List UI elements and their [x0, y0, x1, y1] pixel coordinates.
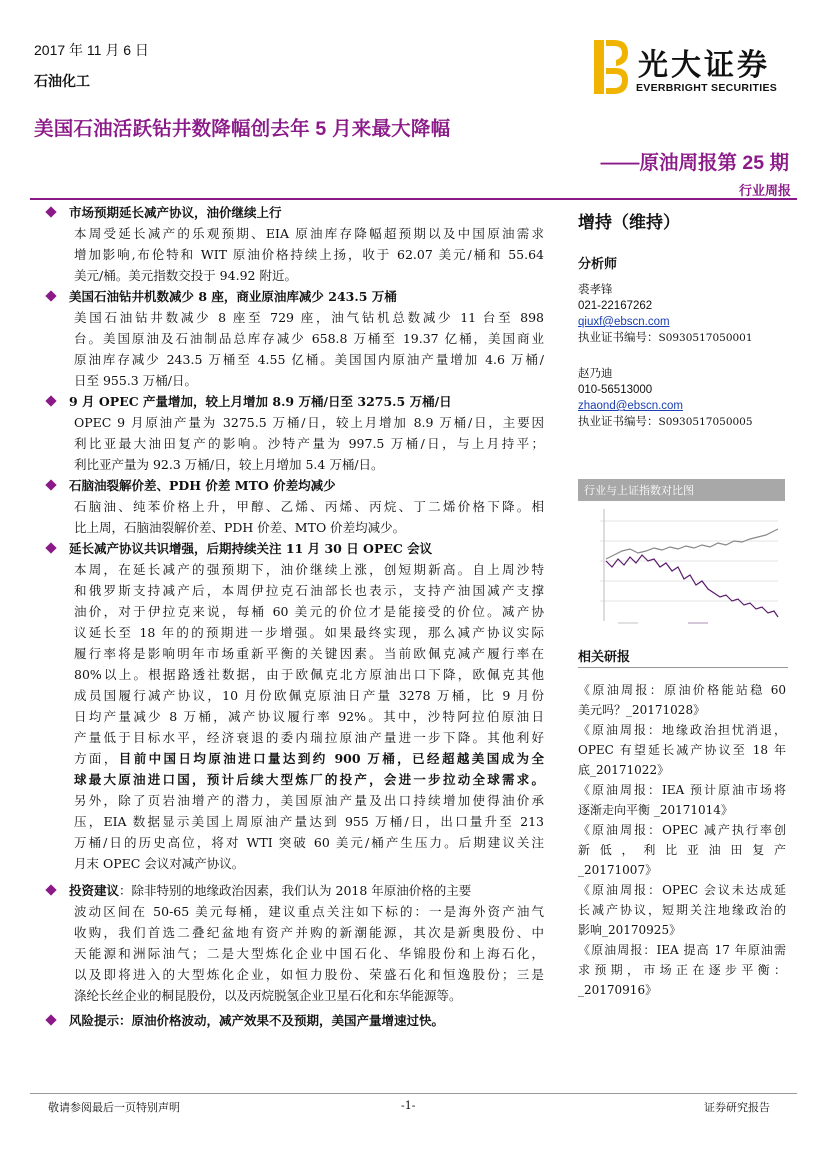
body-line: 履行率将是影响明年市场重新平衡的关键因素。当前欧佩克减产履行率在	[74, 646, 544, 661]
related-link[interactable]: 底_20171022》	[578, 763, 670, 777]
related-research-heading: 相关研报	[578, 649, 631, 664]
body-bold-text: 目前中国日均原油进口量达到约 900 万桶，已经超越美国成为全	[118, 751, 544, 766]
analyst-email-link[interactable]: qiuxf@ebscn.com	[578, 316, 670, 328]
body-line: 和俄罗斯支持减产后，本周伊拉克石油部长也表示，支持产油国减产支撑	[74, 583, 544, 598]
body-line: 原油库存减少 243.5 万桶至 4.55 亿桶。美国国内原油产量增加 4.6 万桶/	[74, 352, 544, 367]
index-comparison-chart	[578, 479, 785, 634]
body-line: 日均产量减少 8 万桶，减产协议履行率 92%。其中，沙特阿拉伯原油日	[74, 709, 544, 724]
index-line-purple	[606, 555, 778, 617]
body-line: 产量低于目标水平，经济衰退的委内瑞拉原油产量进一步下降。其他利好	[74, 730, 544, 745]
body-bold-line: 球最大原油进口国，预计后续大型炼厂的投产，会进一步拉动全球需求。	[74, 772, 544, 787]
body-line: 台。美国原油及石油制品总库存减少 658.8 万桶至 19.37 亿桶，美国商业	[74, 331, 544, 346]
rating: 增持（维持）	[578, 213, 680, 232]
cert-label: 执业证书编号：	[578, 332, 659, 344]
everbright-logo	[590, 38, 790, 100]
diamond-bullet-icon	[45, 884, 56, 895]
related-link[interactable]: OPEC 有望延长减产协议至 18 年	[578, 743, 786, 757]
section-heading: 市场预期延长减产协议，油价继续上行	[69, 205, 282, 220]
investment-label: 投资建议	[69, 883, 120, 898]
section-body	[44, 412, 544, 475]
body-line: 天能源和洲际油气；二是大型炼化企业中国石化、华锦股份和上海石化，	[74, 946, 544, 961]
analyst-card	[578, 282, 793, 346]
investment-body	[44, 901, 544, 1006]
related-link[interactable]: 美元吗？_20171028》	[578, 703, 706, 717]
report-type: 行业周报	[738, 183, 791, 198]
related-link[interactable]: 《原油周报：OPEC 会议未达成延	[578, 883, 786, 897]
body-line: 日至 955.3 万桶/日。	[74, 373, 197, 388]
report-date: 2017 年 11 月 6 日	[34, 42, 149, 58]
footer-label: 证券研究报告	[704, 1101, 770, 1114]
body-line: 利比亚最大油田复产的影响。沙特产量为 997.5 万桶/日，与上月持平；	[74, 436, 544, 451]
body-line: 成员国履行减产协议，10 月份欧佩克原油日产量 3278 万桶，比 9 月份	[74, 688, 544, 703]
related-divider	[578, 667, 788, 668]
header-divider	[30, 198, 797, 200]
section-1	[44, 202, 544, 286]
body-line: 美元/桶。美元指数交投于 94.92 附近。	[74, 268, 297, 283]
section-body	[44, 496, 544, 538]
cert-label: 执业证书编号：	[578, 416, 659, 428]
related-link[interactable]: 《原油周报：IEA 预计原油市场将	[578, 783, 786, 797]
body-line: 石脑油、纯苯价格上升，甲醇、乙烯、丙烯、丙烷、丁二烯价格下降。相	[74, 499, 544, 514]
diamond-bullet-icon	[45, 542, 56, 553]
section-heading: 石脑油裂解价差、PDH 价差 MTO 价差均减少	[69, 478, 336, 493]
section-5	[44, 538, 544, 874]
analyst-phone: 021-22167262	[578, 300, 653, 312]
related-link[interactable]: 逐渐走向平衡 _20171014》	[578, 803, 733, 817]
risk-text: 风险提示：原油价格波动，减产效果不及预期，美国产量增速过快。	[69, 1013, 445, 1028]
related-link[interactable]: 长减产协议，短期关注地缘政治的	[578, 903, 786, 917]
body-line: 比上周，石脑油裂解价差、PDH 价差、MTO 价差均减少。	[74, 520, 406, 535]
body-line: 本周受延长减产的乐观预期、EIA 原油库存降幅超预期以及中国原油需求	[74, 226, 544, 241]
section-body	[44, 223, 544, 286]
body-line: 以及即将进入的大型炼化企业，如恒力股份、荣盛石化和恒逸股份；三是	[74, 967, 544, 982]
body-line: 另外，除了页岩油增产的潜力，美国原油产量及出口持续增加使得油价承	[74, 793, 544, 808]
analyst-email-link[interactable]: zhaond@ebscn.com	[578, 400, 684, 412]
sidebar	[578, 202, 793, 430]
sector-label: 石油化工	[34, 73, 90, 89]
chart-title: 行业与上证指数对比图	[578, 479, 785, 501]
body-line: 压，EIA 数据显示美国上周原油产量达到 955 万桶/日，出口量升至 213	[74, 814, 544, 829]
related-research-list	[578, 680, 786, 1000]
section-body	[44, 307, 544, 391]
body-line: 月末 OPEC 会议对减产协议。	[74, 856, 245, 871]
related-link[interactable]: 《原油周报：地缘政治担忧消退，	[578, 723, 786, 737]
section-4	[44, 475, 544, 538]
logo-english-text: EVERBRIGHT SECURITIES	[636, 82, 778, 94]
related-link[interactable]: 《原油周报：IEA 提高 17 年原油需	[578, 943, 786, 957]
diamond-bullet-icon	[45, 290, 56, 301]
investment-first-line: ：除非特别的地缘政治因素，我们认为 2018 年原油价格的主要	[119, 883, 472, 898]
page-number: -1-	[401, 1099, 416, 1112]
chart-plot	[578, 501, 785, 629]
body-text: 方面，	[74, 751, 119, 766]
section-body	[44, 559, 544, 874]
report-title: 美国石油活跃钻井数降幅创去年 5 月来最大降幅	[34, 118, 451, 140]
section-heading: 美国石油钻井机数减少 8 座，商业原油库减少 243.5 万桶	[69, 289, 397, 304]
footer-divider	[30, 1093, 797, 1094]
related-link[interactable]: 《原油周报：原油价格能站稳 60	[578, 683, 786, 697]
related-link[interactable]: 求预期，市场正在逐步平衡：	[578, 963, 786, 977]
body-line: 本周，在延长减产的强预期下，油价继续上涨，创短期新高。自上周沙特	[74, 562, 544, 577]
body-line-mixed	[74, 748, 544, 769]
body-line: 80%以上。根据路透社数据，由于欧佩克北方原油出口下降，欧佩克其他	[74, 667, 544, 682]
report-subtitle: ——原油周报第 25 期	[600, 152, 789, 174]
body-line: 收购，我们首选二叠纪盆地有资产并购的新潮能源，其次是新奥股份、中	[74, 925, 544, 940]
cert-number: S0930517050001	[658, 332, 753, 344]
logo-mark-icon	[590, 38, 630, 96]
section-2	[44, 286, 544, 391]
body-line: 涤纶长丝企业的桐昆股份，以及丙烷脱氢企业卫星石化和东华能源等。	[74, 988, 462, 1003]
diamond-bullet-icon	[45, 1014, 56, 1025]
diamond-bullet-icon	[45, 479, 56, 490]
analyst-heading: 分析师	[578, 256, 618, 271]
body-line: 美国石油钻井数减少 8 座至 729 座，油气钻机总数减少 11 台至 898	[74, 310, 544, 325]
related-link[interactable]: 《原油周报：OPEC 减产执行率创	[578, 823, 786, 837]
related-link[interactable]: 影响_20170925》	[578, 923, 682, 937]
body-line: 万桶/日的历史高位，将对 WTI 突破 60 美元/桶产生压力。后期建议关注	[74, 835, 544, 850]
risk-warning	[44, 1010, 544, 1031]
diamond-bullet-icon	[45, 206, 56, 217]
related-link[interactable]: 新 低 ， 利 比 亚 油 田 复 产	[578, 843, 786, 857]
body-line: 利比亚产量为 92.3 万桶/日，较上月增加 5.4 万桶/日。	[74, 457, 384, 472]
body-line: 议延长至 18 年的的预期进一步增强。如果最终实现，那么减产协议实际	[74, 625, 544, 640]
analyst-name: 赵乃迪	[578, 368, 613, 380]
cert-number: S0930517050005	[658, 416, 753, 428]
diamond-bullet-icon	[45, 395, 56, 406]
section-heading: 9 月 OPEC 产量增加，较上月增加 8.9 万桶/日至 3275.5 万桶/日	[69, 394, 452, 409]
section-heading: 延长减产协议共识增强，后期持续关注 11 月 30 日 OPEC 会议	[69, 541, 433, 556]
related-link[interactable]: _20170916》	[578, 983, 658, 997]
analyst-card	[578, 366, 793, 430]
body-line: 增加影响,布伦特和 WIT 原油价格持续上扬，收于 62.07 美元/桶和 55.64	[74, 247, 544, 262]
body-line: 波动区间在 50-65 美元每桶，建议重点关注如下标的：一是海外资产油气	[74, 904, 544, 919]
body-line: OPEC 9 月原油产量为 3275.5 万桶/日，较上月增加 8.9 万桶/日，主要因	[74, 415, 544, 430]
index-line-gray	[606, 529, 778, 559]
analyst-name: 裘孝锋	[578, 284, 613, 296]
section-3	[44, 391, 544, 475]
footer-disclaimer: 敬请参阅最后一页特别声明	[48, 1101, 180, 1114]
related-link[interactable]: _20171007》	[578, 863, 658, 877]
logo-chinese-text: 光大证券	[638, 48, 770, 83]
investment-advice	[44, 880, 544, 1006]
analyst-phone: 010-56513000	[578, 384, 653, 396]
body-line: 油价，对于伊拉克来说，每桶 60 美元的价位才是能接受的价位。减产协	[74, 604, 544, 619]
main-content	[44, 202, 544, 1031]
